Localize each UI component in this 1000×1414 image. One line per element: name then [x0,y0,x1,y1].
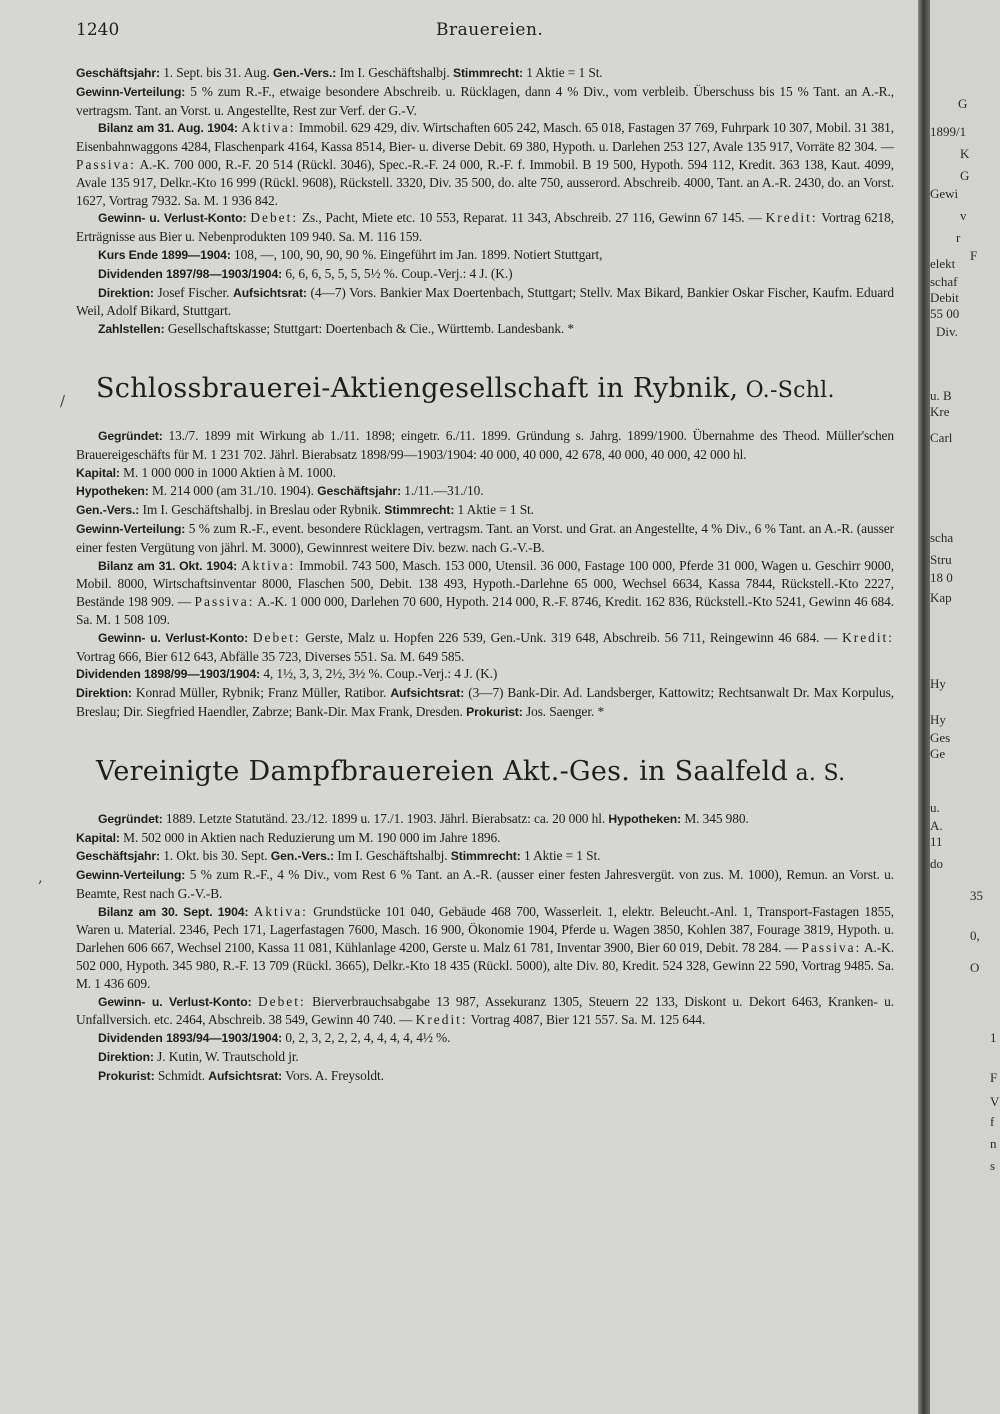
adjacent-page-fragment: 1899/1 [930,124,967,139]
balance-sheet: Bilanz am 30. Sept. 1904: Aktiva: Grundstücke 101 040, Gebäude 468 700, Wasserleit. 1, elektr. Beleucht.-Anl. 1, Transport-Fastagen 1855, Waren u. Material. 2346, Pech 171, Lagerfastagen 7600, Masch. 16 900, Ökonomie 1904, Pferde u. Wagen 3850, Kohlen 387, Fourage 3819, Hypoth. u. Darlehen 606 667, Wechsel 2100, Kassa 11 081, Kühlanlage 4200, Gerste u. Malz 61 781, Inventar 3900, Bier 60 019, Debit. 78 284. — Passiva: A.-K. 502 000, Hypoth. 345 980, R.-F. 13 709 (Rückl. 3665), Delkr.-Kto 18 435 (Rückl. 5000), alte Div. 80, Kredit. 524 328, Gewinn 22 590, Vortrag 9485. Sa. M. 1 436 609. [76,903,895,991]
adjacent-page-fragment: Hy [930,712,946,727]
profit-loss-account: Gewinn- u. Verlust-Konto: Debet: Bierverbrauchsabgabe 13 987, Assekuranz 1305, Steuern 22 133, Diskont u. Dekort 6463, Kranken- u. Unfallversich. etc. 2464, Abschreib. 38 549, Gewinn 40 740. — Kredit: Vortrag 4087, Bier 121 557. Sa. M. 125 644. [76,993,894,1028]
founded: Gegründet: 1889. Letzte Statutänd. 23./12. 1899 u. 17./1. 1903. Jährl. Bierabsatz: ca. 20 000 hl. Hypotheken: M. 345 980. [98,810,749,826]
adjacent-page-fragment: Stru [930,552,952,567]
adjacent-page-fragment: Gewi [930,186,959,201]
adjacent-page-fragment: G [960,168,970,183]
dividends: Dividenden 1893/94—1903/1904: 0, 2, 3, 2, 2, 2, 4, 4, 4, 4, 4½ %. [98,1030,451,1046]
adjacent-page-fragment: 35 [970,888,983,903]
adjacent-page-fragment: u. B [930,388,952,403]
adjacent-page-fragment: r [956,230,961,245]
adjacent-page-fragment: 55 00 [930,306,960,321]
adjacent-page-fragment: O [970,960,980,975]
adjacent-page-fragment: do [930,856,943,871]
profit-loss-account: Gewinn- u. Verlust-Konto: Debet: Gerste, Malz u. Hopfen 226 539, Gen.-Unk. 319 648, Abschreib. 56 711, Reingewinn 46 684. — Kredit: Vortrag 666, Bier 612 643, Abfälle 35 723, Diverses 551. Sa. M. 649 585. [76,629,894,664]
board: Direktion: Konrad Müller, Rybnik; Franz Müller, Ratibor. Aufsichtsrat: (3—7) Bank-Dir. Ad. Landsberger, Kattowitz; Rechtsanwalt Dr. Max Korpulus, Breslau; Dir. Siegfried Haendler, Zabrze; Bank-Dir. Max Frank, Dresden. Prokurist: Jos. Saenger. * [76,685,894,719]
paying-agents: Zahlstellen: Gesellschaftskasse; Stuttgart: Doertenbach & Cie., Württemb. Landesbank. * [98,321,575,337]
balance-sheet: Bilanz am 31. Okt. 1904: Aktiva: Immobil. 743 500, Masch. 153 000, Utensil. 36 000, Fastage 100 000, Pferde 31 000, Wagen u. Geschirr 9000, Mobil. 8000, Wirtschaftsinventar 8000, Flaschen 500, Debit. 138 493, Hypoth.-Darlehne 65 000, Wechsel 6634, Kassa 7844, Rückstell.-Kto 2227, Bestände 198 909. — Passiva: A.-K. 1 000 000, Darlehen 70 600, Hypoth. 214 000, R.-F. 8746, Kredit. 162 836, Rückstell.-Kto 5241, Gewinn 46 684. Sa. M. 1 508 109. [76,557,895,627]
adjacent-page-edge [930,0,1000,1414]
capital: Kapital: M. 502 000 in Aktien nach Reduzierung um M. 190 000 im Jahre 1896. [76,829,501,845]
adjacent-page-fragment: 11 [930,834,943,849]
running-title: Brauereien. [436,20,544,40]
mortgages: Hypotheken: M. 214 000 (am 31./10. 1904). Geschäftsjahr: 1./11.—31./10. [76,483,484,499]
adjacent-page-fragment: Div. [936,324,958,339]
page-body [76,64,894,1086]
company-entry-saalfeld [76,756,894,1086]
book-gutter [918,0,930,1414]
adjacent-page-fragment: F [990,1070,998,1085]
adjacent-page-fragment: Kap [930,590,952,605]
board: Prokurist: Schmidt. Aufsichtsrat: Vors. A. Freysoldt. [98,1067,384,1083]
profit-distribution: Gewinn-Verteilung: 5 % zum R.-F., 4 % Div., vom Rest 6 % Tant. an A.-R. (ausser einer festen Jahresvergüt. von zus. M. 1000), Remun. an Vorst. u. Beamte, Rest nach G.-V.-B. [76,867,894,901]
general-meeting: Geschäftsjahr: 1. Okt. bis 30. Sept. Gen.-Vers.: Im I. Geschäftshalbj. Stimmrecht: 1 Aktie = 1 St. [76,848,601,864]
balance-sheet: Bilanz am 31. Aug. 1904: Aktiva: Immobil. 629 429, div. Wirtschaften 605 242, Masch. 65 018, Fastagen 37 769, Fuhrpark 10 307, Mobil. 31 381, Eisenbahnwaggons 4284, Flaschenpark 4164, Kassa 8514, Bier- u. diverse Debit. 69 380, Hypoth. u. Darlehen 253 127, Avale 135 917, Vorräte 82 304. — Passiva: A.-K. 700 000, R.-F. 20 514 (Rückl. 3046), Spec.-R.-F. 24 000, R.-F. f. Immobil. B 19 500, Hypoth. 594 112, Kredit. 363 138, Kaut. 4099, Avale 135 917, Delkr.-Kto 16 999 (Rückl. 9608), Rückstell. 3320, Div. 35 500, do. alte 750, ausserord. Abschreib. 4000, Tant. an A.-R. 2430, do. an Vorst. 1627, Vortrag 7932. Sa. M. 1 936 842. [76,120,895,208]
adjacent-page-fragment: Debit [930,290,959,305]
page-header [76,20,896,44]
adjacent-page-fragment: 1 [990,1030,997,1045]
board: Direktion: Josef Fischer. Aufsichtsrat: (4—7) Vors. Bankier Max Doertenbach, Stuttgart; Stellv. Max Bikard, Bankier Oskar Fischer, Kaufm. Eduard Weil, Adolf Bikard, Stuttgart. [76,284,894,319]
margin-pencil-mark: / [60,392,66,410]
adjacent-page-fragment: schaf [930,274,958,289]
margin-pencil-mark: , [38,868,43,886]
founded: Gegründet: 13./7. 1899 mit Wirkung ab 1./11. 1898; eingetr. 6./11. 1899. Gründung s. Jahrg. 1899/1900. Übernahme des Theod. Müller'schen Brauereigeschäfts für M. 1 231 702. Jährl. Bierabsatz 1898/99—1903/1904: 40 000, 40 000, 42 678, 40 000, 40 000, 42 000 hl. [76,427,894,462]
adjacent-page-fragment: scha [930,530,954,545]
company-title: Vereinigte Dampfbrauereien Akt.-Ges. in Saalfeld a. S. [96,755,846,787]
adjacent-page-fragment: Carl [930,430,953,445]
adjacent-page-fragment: F [970,248,978,263]
adjacent-page-fragment: n [990,1136,997,1151]
adjacent-page-fragment: v [960,208,967,223]
general-meeting: Gen.-Vers.: Im I. Geschäftshalbj. in Breslau oder Rybnik. Stimmrecht: 1 Aktie = 1 St. [76,502,534,518]
share-price: Kurs Ende 1899—1904: 108, —, 100, 90, 90, 90 %. Eingeführt im Jan. 1899. Notiert Stuttgart, [98,246,603,262]
adjacent-page-fragment: 18 0 [930,570,953,585]
adjacent-page-fragment: V [990,1094,1000,1109]
adjacent-page-fragment: u. [930,800,940,815]
company-title: Schlossbrauerei-Aktiengesellschaft in Rybnik, O.-Schl. [96,372,835,404]
profit-distribution: Gewinn-Verteilung: 5 % zum R.-F., event. besondere Rücklagen, vertragsm. Tant. an Vorst. und Grat. an Angestellte, 4 % Div., 6 % Tant. an A.-R. (ausser einer festen Vergütung von jährl. M. 3000), Gewinnrest weitere Div. bezw. nach G.-V.-B. [76,520,894,555]
adjacent-page-fragment: K [960,146,970,161]
adjacent-page-fragment: f [990,1114,995,1129]
adjacent-page-fragment: Kre [930,404,950,419]
entry-continuation [76,64,894,339]
capital: Kapital: M. 1 000 000 in 1000 Aktien à M. 1000. [76,464,336,480]
adjacent-page-fragment: 0, [970,928,980,943]
company-entry-rybnik [76,373,894,722]
adjacent-page-fragment: s [990,1158,996,1173]
entry-line: Geschäftsjahr: 1. Sept. bis 31. Aug. Gen.-Vers.: Im I. Geschäftshalbj. Stimmrecht: 1 Aktie = 1 St. [76,65,603,80]
adjacent-page-fragment: A. [930,818,943,833]
adjacent-page-fragment: Hy [930,676,946,691]
dividends: Dividenden 1898/99—1903/1904: 4, 1½, 3, 3, 2½, 3½ %. Coup.-Verj.: 4 J. (K.) [76,666,498,682]
page-number: 1240 [76,20,120,40]
directors: Direktion: J. Kutin, W. Trautschold jr. [98,1049,299,1065]
adjacent-page-fragment: G [958,96,968,111]
adjacent-page-fragment: Ges [930,730,951,745]
adjacent-page-fragment: Ge [930,746,946,761]
entry-line: Gewinn-Verteilung: 5 % zum R.-F., etwaige besondere Abschreib. u. Rücklagen, dann 4 % Div., vom verbleib. Überschuss bis 15 % Tant. an A.-R., vertragsm. Tant. an Vorst. u. Angestellte, Rest zur Verf. der G.-V. [76,83,894,118]
profit-loss-account: Gewinn- u. Verlust-Konto: Debet: Zs., Pacht, Miete etc. 10 553, Reparat. 11 343, Abschreib. 27 116, Gewinn 67 145. — Kredit: Vortrag 6218, Erträgnisse aus Bier u. Nebenprodukten 109 940. Sa. M. 116 159. [76,210,894,245]
dividends: Dividenden 1897/98—1903/1904: 6, 6, 6, 5, 5, 5, 5½ %. Coup.-Verj.: 4 J. (K.) [98,265,513,281]
adjacent-page-fragment: elekt [930,256,956,271]
